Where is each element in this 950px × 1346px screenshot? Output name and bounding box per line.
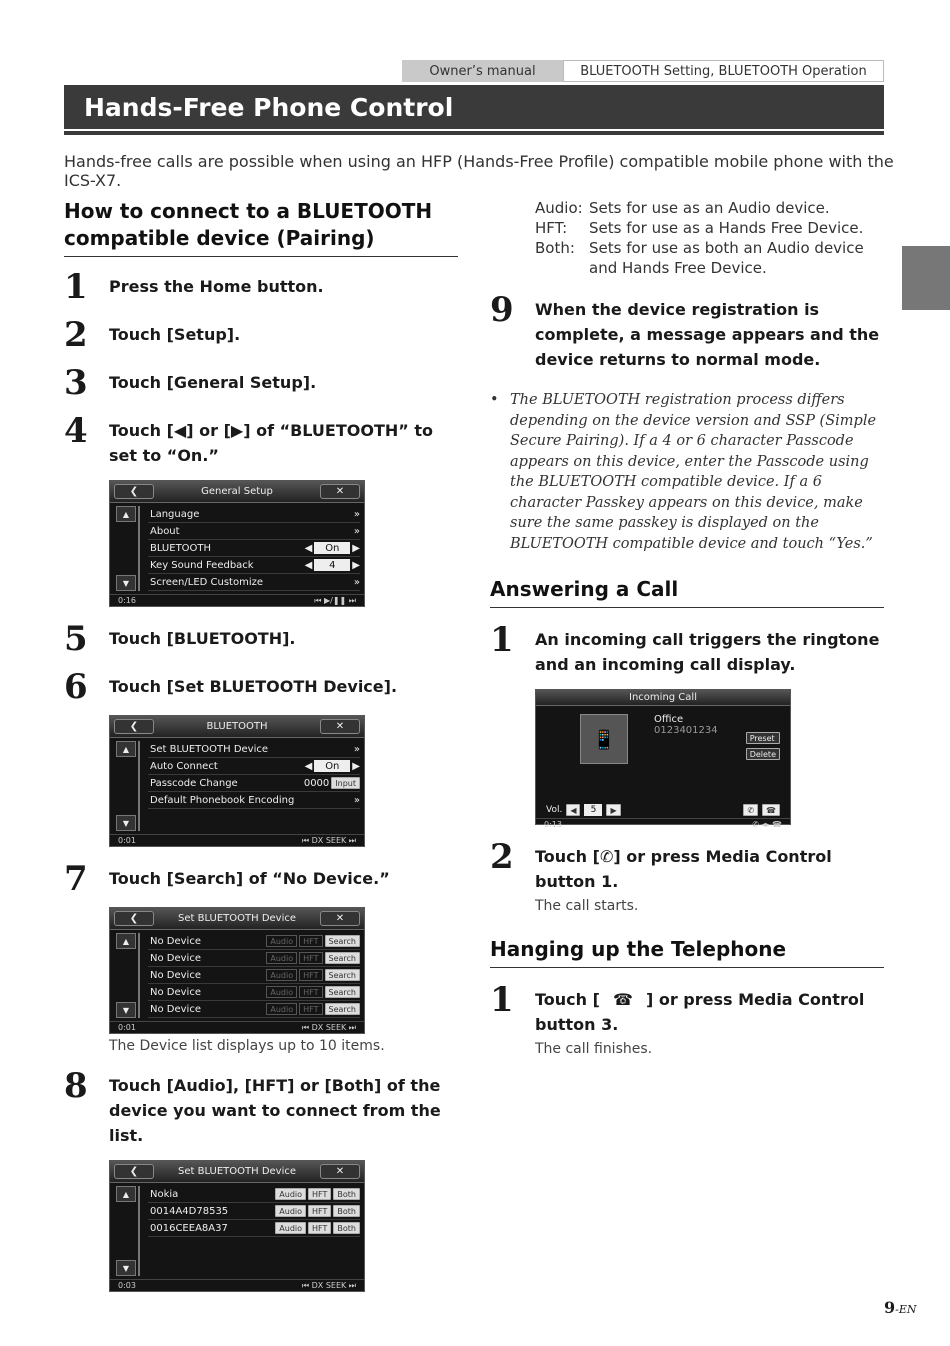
step <box>490 837 884 894</box>
volume-value: 5 <box>584 804 602 816</box>
hft-button: HFT <box>299 935 322 947</box>
audio-button[interactable]: Audio <box>275 1188 306 1200</box>
running-header <box>402 60 884 82</box>
audio-button[interactable]: Audio <box>275 1205 306 1217</box>
step <box>64 315 458 355</box>
def-value: Sets for use as an Audio device. <box>589 199 830 217</box>
step <box>490 620 884 677</box>
answer-heading: Answering a Call <box>490 576 884 608</box>
menu-item[interactable]: Screen/LED Customize <box>150 576 264 588</box>
screen-bluetooth: ❮ BLUETOOTH ✕ ▲ ▼ Set BLUETOOTH Device » Auto Connect ◀ On ▶ Passcode Change 0000 Input Default Phonebook Encoding » 0:01 ⏮ DX SEEK ⏭ <box>109 715 365 847</box>
step-text: Touch [Setup]. <box>109 325 241 344</box>
step-text: Touch [Search] of “No Device.” <box>109 869 390 888</box>
audio-button: Audio <box>266 969 297 981</box>
step-text: Touch [Set BLUETOOTH Device]. <box>109 677 398 696</box>
hft-button: HFT <box>299 969 322 981</box>
scroll-down-icon[interactable]: ▼ <box>116 1002 136 1018</box>
search-button[interactable]: Search <box>325 969 360 981</box>
close-icon[interactable]: ✕ <box>320 911 360 926</box>
device-name: No Device <box>150 952 201 964</box>
step-text: Touch [✆] or press Media Control button 1. <box>535 847 832 891</box>
close-icon[interactable]: ✕ <box>320 1164 360 1179</box>
title-underline <box>64 131 884 135</box>
step <box>64 363 458 403</box>
both-button[interactable]: Both <box>333 1222 360 1234</box>
search-button[interactable]: Search <box>325 952 360 964</box>
hft-button: HFT <box>299 952 322 964</box>
step-result: The call starts. <box>535 898 639 914</box>
pairing-heading: How to connect to a BLUETOOTH compatible device (Pairing) <box>64 198 458 257</box>
clock: 0:13 <box>544 820 562 829</box>
step-number: 7 <box>64 859 88 899</box>
menu-item[interactable]: BLUETOOTH <box>150 542 212 554</box>
audio-button: Audio <box>266 952 297 964</box>
hft-button: HFT <box>299 986 322 998</box>
step-number: 5 <box>64 619 88 659</box>
step <box>64 411 458 468</box>
step <box>64 1066 458 1148</box>
screen-general-setup: ❮ General Setup ✕ ▲ ▼ Language » About » BLUETOOTH ◀ On ▶ Key Sound Feedback ◀ 4 ▶ Screen/LED Customize » 0:16 ⏮ ▶/❚❚ ⏭ <box>109 480 365 607</box>
scroll-up-icon[interactable]: ▲ <box>116 741 136 757</box>
answer-phone-icon: ✆ <box>599 847 614 866</box>
chapter-tab <box>902 246 950 310</box>
hft-button: HFT <box>299 1003 322 1015</box>
menu-item[interactable]: Set BLUETOOTH Device <box>150 743 269 755</box>
auto-connect-value: On <box>314 760 350 772</box>
def-value: Sets for use as both an Audio device and Hands Free Device. <box>589 239 864 277</box>
key-sound-value: 4 <box>314 559 350 571</box>
preset-button[interactable]: Preset <box>746 732 780 744</box>
screen-title: BLUETOOTH <box>206 721 268 732</box>
device-name: No Device <box>150 935 201 947</box>
menu-item[interactable]: About <box>150 525 180 537</box>
clock: 0:01 <box>118 1023 136 1032</box>
clock: 0:01 <box>118 836 136 845</box>
clock: 0:16 <box>118 596 136 605</box>
close-icon[interactable]: ✕ <box>320 719 360 734</box>
caller-number: 0123401234 <box>654 725 718 736</box>
step-number: 8 <box>64 1066 88 1106</box>
step <box>64 267 458 307</box>
device-name: 0016CEEA8A37 <box>150 1222 228 1234</box>
note-text: The BLUETOOTH registration process differs depending on the device version and SSP (Simple Secure Pairing). If a 4 or 6 character Passcode appears on this device, enter the Passcode using the BLUETOOTH compatible device. If a 6 character Passkey appears on this device, make sure the same passkey is displayed on the BLUETOOTH compatible device and touch “Yes.” <box>510 392 877 552</box>
step-text: Touch [ ☎ ] or press Media Control button 3. <box>535 984 884 1037</box>
scroll-up-icon[interactable]: ▲ <box>116 933 136 949</box>
screen-title: Set BLUETOOTH Device <box>177 1166 297 1177</box>
screen-search: ❮ Set BLUETOOTH Device ✕ ▲ ▼ No Device Audio HFT Search No Device Audio HFT Search No Device Audio HFT Search No Device Audio HFT Search No Device Audio HFT Search 0:01 ⏮ DX SEEK ⏭ <box>109 907 365 1034</box>
vol-up-button[interactable]: ▶ <box>606 804 620 816</box>
answer-call-icon[interactable]: ✆ <box>743 804 758 816</box>
step-number: 3 <box>64 363 88 403</box>
search-button[interactable]: Search <box>325 1003 360 1015</box>
step-text: Touch [Audio], [HFT] or [Both] of the device you want to connect from the list. <box>109 1076 441 1145</box>
close-icon[interactable]: ✕ <box>320 484 360 499</box>
back-icon[interactable]: ❮ <box>114 911 154 926</box>
step-number: 2 <box>64 315 88 355</box>
menu-item[interactable]: Language <box>150 508 200 520</box>
menu-item[interactable]: Auto Connect <box>150 760 218 772</box>
def-key: Audio: <box>535 199 583 217</box>
right-column <box>490 198 884 1057</box>
pairing-note: • The BLUETOOTH registration process differs depending on the device version and SSP (Simple Secure Pairing). If a 4 or 6 character Passcode appears on this device, enter the Passcode using the BLUETOOTH compatible device. If a 6 character Passkey appears on this device, make sure the same passkey is displayed on the BLUETOOTH compatible device and touch “Yes.” <box>490 390 884 554</box>
screen-incoming-call: Incoming Call 📱 Office 0123401234 Preset Delete Vol. ◀ 5 ▶ ✆ ☎ 0:13 ✆ ◂▸ ☎ <box>535 689 791 825</box>
step <box>64 859 458 899</box>
audio-button: Audio <box>266 986 297 998</box>
menu-item[interactable]: Passcode Change <box>150 777 238 789</box>
back-icon[interactable]: ❮ <box>114 719 154 734</box>
menu-item[interactable]: Key Sound Feedback <box>150 559 254 571</box>
phone-image-icon: 📱 <box>580 714 628 764</box>
def-key: HFT: <box>535 219 568 237</box>
hft-button[interactable]: HFT <box>308 1205 331 1217</box>
device-name: Nokia <box>150 1188 179 1200</box>
screen-title: General Setup <box>201 486 273 497</box>
input-button[interactable]: Input <box>331 777 360 789</box>
step-number: 1 <box>490 980 514 1020</box>
step-number: 4 <box>64 411 88 451</box>
vol-down-button[interactable]: ◀ <box>566 804 580 816</box>
left-column <box>64 198 458 1292</box>
audio-button: Audio <box>266 935 297 947</box>
hangup-call-icon[interactable]: ☎ <box>762 804 780 816</box>
step-text: Press the Home button. <box>109 277 324 296</box>
device-name: No Device <box>150 986 201 998</box>
device-name: 0014A4D78535 <box>150 1205 229 1217</box>
page-title: Hands-Free Phone Control <box>64 85 884 129</box>
both-button[interactable]: Both <box>333 1188 360 1200</box>
volume-label: Vol. <box>546 805 563 815</box>
menu-item[interactable]: Default Phonebook Encoding <box>150 794 295 806</box>
search-button[interactable]: Search <box>325 935 360 947</box>
step <box>64 619 458 659</box>
device-name: No Device <box>150 969 201 981</box>
intro-text: Hands-free calls are possible when using an HFP (Hands-Free Profile) compatible mobile phone with the ICS-X7. <box>64 152 894 190</box>
back-icon[interactable]: ❮ <box>114 484 154 499</box>
step-number: 1 <box>64 267 88 307</box>
audio-button[interactable]: Audio <box>275 1222 306 1234</box>
step <box>64 667 458 707</box>
step-number: 6 <box>64 667 88 707</box>
header-manual: Owner’s manual <box>402 60 563 82</box>
passcode-value: 0000 <box>303 777 330 789</box>
step-text: Touch [◀] or [▶] of “BLUETOOTH” to set to “On.” <box>109 421 433 465</box>
scroll-down-icon[interactable]: ▼ <box>116 1260 136 1276</box>
audio-button: Audio <box>266 1003 297 1015</box>
step-text: Touch [BLUETOOTH]. <box>109 629 296 648</box>
clock: 0:03 <box>118 1281 136 1290</box>
back-icon[interactable]: ❮ <box>114 1164 154 1179</box>
scroll-up-icon[interactable]: ▲ <box>116 506 136 522</box>
delete-button[interactable]: Delete <box>746 748 780 760</box>
bluetooth-value: On <box>314 542 350 554</box>
scroll-down-icon[interactable]: ▼ <box>116 575 136 591</box>
scroll-down-icon[interactable]: ▼ <box>116 815 136 831</box>
header-section: BLUETOOTH Setting, BLUETOOTH Operation <box>563 60 884 82</box>
step-number: 2 <box>490 837 514 877</box>
screen-title: Incoming Call <box>629 692 697 703</box>
step-number: 9 <box>490 290 514 330</box>
hangup-heading: Hanging up the Telephone <box>490 936 884 968</box>
hangup-phone-icon: ☎ <box>612 990 633 1009</box>
step-result: The call finishes. <box>535 1041 653 1057</box>
hft-button[interactable]: HFT <box>308 1222 331 1234</box>
def-value: Sets for use as a Hands Free Device. <box>589 219 864 237</box>
step-text: Touch [General Setup]. <box>109 373 317 392</box>
search-button[interactable]: Search <box>325 986 360 998</box>
scroll-up-icon[interactable]: ▲ <box>116 1186 136 1202</box>
def-key: Both: <box>535 239 575 257</box>
step-number: 1 <box>490 620 514 660</box>
step <box>490 290 884 372</box>
device-name: No Device <box>150 1003 201 1015</box>
screen-title: Set BLUETOOTH Device <box>177 913 297 924</box>
screen-device-list: ❮ Set BLUETOOTH Device ✕ ▲ ▼ Nokia Audio HFT Both 0014A4D78535 Audio HFT Both 0016CEEA8A37 Audio HFT Both 0:03 ⏮ DX SEEK ⏭ <box>109 1160 365 1292</box>
both-button[interactable]: Both <box>333 1205 360 1217</box>
page-number: 9-EN <box>884 1298 917 1317</box>
step <box>490 980 884 1037</box>
caller-name: Office <box>654 714 684 725</box>
button-definitions <box>535 198 884 278</box>
step-text: An incoming call triggers the ringtone and an incoming call display. <box>535 630 880 674</box>
device-list-note: The Device list displays up to 10 items. <box>109 1038 385 1054</box>
step-text: When the device registration is complete, a message appears and the device returns to normal mode. <box>535 300 880 369</box>
hft-button[interactable]: HFT <box>308 1188 331 1200</box>
